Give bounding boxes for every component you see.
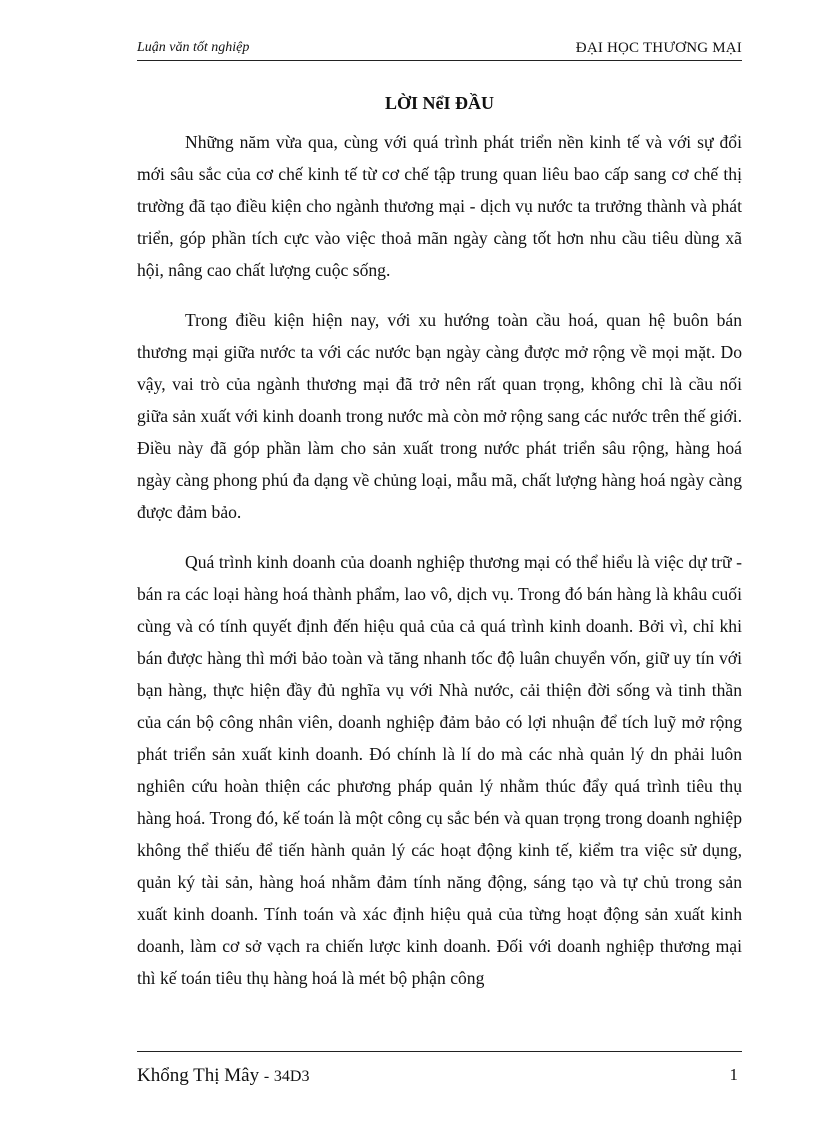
paragraph-2: Trong điều kiện hiện nay, với xu hướng toàn cầu hoá, quan hệ buôn bán thương mại giữa nước ta với các nước bạn ngày càng được mở rộng về mọi mặt. Do vậy, vai trò của ngành thương mại đã trở nên rất quan trọng, không chỉ là cầu nối giữa sản xuất với kinh doanh trong nước mà còn mở rộng sang các nước trên thế giới. Điều này đã góp phần làm cho sản xuất trong nước phát triển sâu rộng, hàng hoá ngày càng phong phú đa dạng về chủng loại, mẫu mã, chất lượng hàng hoá ngày càng được đảm bảo. bbox=[137, 310, 742, 522]
paragraph-1: Những năm vừa qua, cùng với quá trình phát triển nền kinh tế và với sự đổi mới sâu sắc của cơ chế kinh tế từ cơ chế tập trung quan liêu bao cấp sang cơ chế thị trường đã tạo điều kiện cho ngành thương mại - dịch vụ nước ta trưởng thành và phát triển, góp phần tích cực vào việc thoả mãn ngày càng tốt hơn nhu cầu tiêu dùng xã hội, nâng cao chất lượng cuộc sống. bbox=[137, 132, 742, 280]
page-footer bbox=[137, 1051, 742, 1092]
footer-page-number: 1 bbox=[729, 1065, 738, 1084]
paragraph-3: Quá trình kinh doanh của doanh nghiệp thương mại có thể hiểu là việc dự trữ - bán ra các loại hàng hoá thành phẩm, lao vô, dịch vụ. Trong đó bán hàng là khâu cuối cùng và có tính quyết định đến hiệu quả của cả quá trình kinh doanh. Bởi vì, chỉ khi bán được hàng thì mới bảo toàn và tăng nhanh tốc độ luân chuyển vốn, giữ uy tín với bạn hàng, thực hiện đầy đủ nghĩa vụ với Nhà nước, cải thiện đời sống và tinh thần của cán bộ công nhân viên, doanh nghiệp đảm bảo có lợi nhuận để tích luỹ mở rộng phát triển sản xuất kinh doanh. Đó chính là lí do mà các nhà quản lý dn phải luôn nghiên cứu hoàn thiện các phương pháp quản lý nhằm thúc đẩy quá trình tiêu thụ hàng hoá. Trong đó, kế toán là một công cụ sắc bén và quan trọng trong doanh nghiệp không thể thiếu để tiến hành quản lý các hoạt động kinh tế, kiểm tra việc sử dụng, quản ký tài sản, hàng hoá nhằm đảm tính năng động, sáng tạo và tự chủ trong sản xuất kinh doanh. Tính toán và xác định hiệu quả của từng hoạt động sản xuất kinh doanh, làm cơ sở vạch ra chiến lược kinh doanh. Đối với doanh nghiệp thương mại thì kế toán tiêu thụ hàng hoá là mét bộ phận công bbox=[137, 552, 742, 988]
page-header bbox=[137, 36, 742, 61]
footer-class-code: 34D3 bbox=[273, 1068, 310, 1085]
document-body bbox=[137, 126, 742, 994]
header-thesis-label: Luận văn tốt nghiệp bbox=[137, 40, 250, 55]
page-title: LỜI NểI ĐẦU bbox=[384, 93, 494, 113]
footer-author-name: Khổng Thị Mây bbox=[137, 1065, 260, 1086]
header-university-name: ĐẠI HỌC THƯƠNG MẠI bbox=[575, 40, 742, 56]
footer-author-line bbox=[137, 1065, 309, 1087]
footer-separator: - bbox=[263, 1068, 270, 1085]
